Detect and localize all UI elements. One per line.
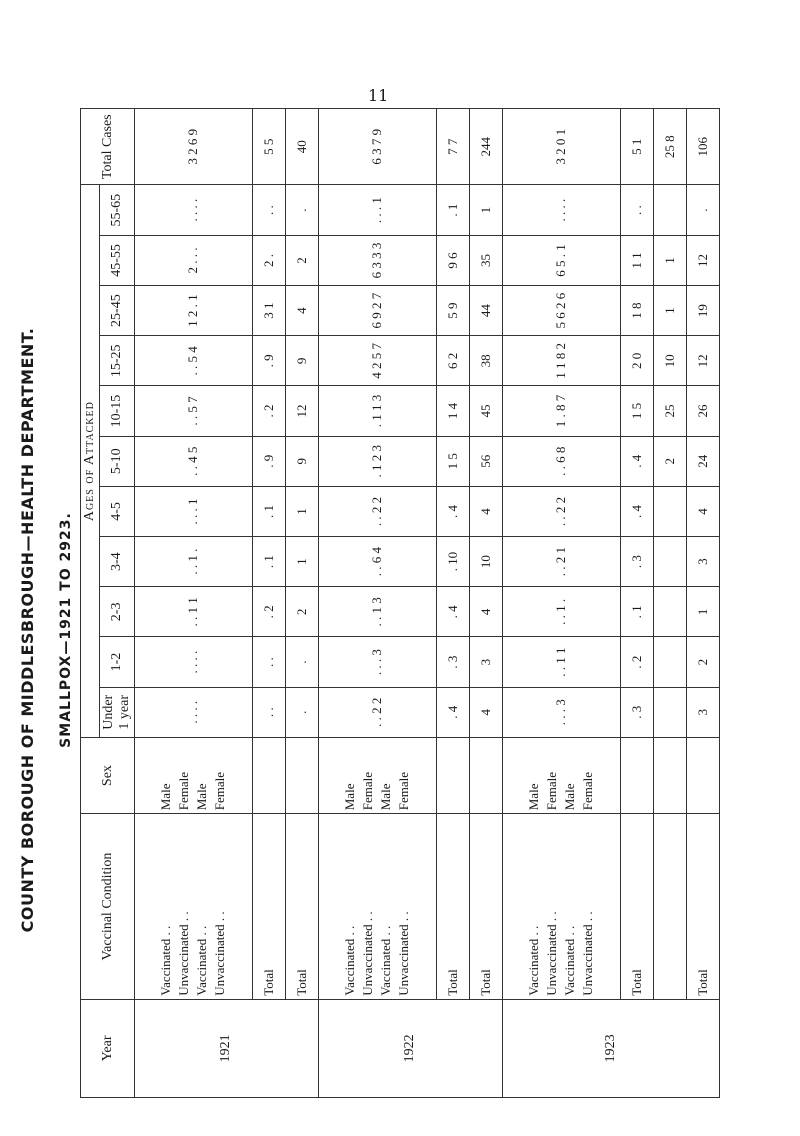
vaccinal-cell: Vaccinated . . Unvaccinated . . Vaccinated . . Unvaccinated . . (502, 814, 620, 1000)
age-cell: . . (252, 185, 285, 235)
age-cell: 44 (469, 286, 502, 336)
age-cell: . 4 (436, 486, 469, 536)
age-cell: . 10 (436, 537, 469, 587)
age-cell: . . 2 2 (318, 486, 436, 536)
age-cell: 9 6 (436, 235, 469, 285)
age-cell: . . 2 2 (318, 687, 436, 737)
age-cell (653, 587, 686, 637)
age-cell: 1 (285, 486, 318, 536)
age-cell: 25 (653, 386, 686, 436)
age-cell: . . 6 4 (318, 537, 436, 587)
table-row (135, 109, 253, 1098)
age-cell: . 2 (620, 637, 653, 687)
header-age-55-65: 55-65 (100, 185, 135, 235)
header-age-3-4: 3-4 (100, 537, 135, 587)
table-header (81, 109, 135, 1098)
age-cell: 56 (469, 436, 502, 486)
age-cell: 2 (285, 235, 318, 285)
header-total-cases: Total Cases (81, 109, 135, 185)
total-cell: 5 5 (252, 109, 285, 185)
header-age-1-2: 1-2 (100, 637, 135, 687)
age-cell: 10 (653, 336, 686, 386)
total-cell: 6 3 7 9 (318, 109, 436, 185)
age-cell: . . . . (135, 185, 253, 235)
total-cell: 106 (686, 109, 719, 185)
rotated-table-wrapper (80, 108, 720, 1098)
age-cell: . 1 (252, 486, 285, 536)
sex-cell (620, 737, 653, 813)
table-row (653, 109, 686, 1098)
age-cell: 6 2 (436, 336, 469, 386)
age-cell: . . 5 4 (135, 336, 253, 386)
age-cell: 12 (686, 235, 719, 285)
age-cell: 45 (469, 386, 502, 436)
age-cell: . . (252, 637, 285, 687)
vaccinal-cell: Total (252, 814, 285, 1000)
age-cell: 10 (469, 537, 502, 587)
sex-cell (469, 737, 502, 813)
age-cell: . 9 (252, 436, 285, 486)
age-cell: 3 (469, 637, 502, 687)
header-age-2-3: 2-3 (100, 587, 135, 637)
age-cell: . (285, 185, 318, 235)
vaccinal-cell: Total (285, 814, 318, 1000)
age-cell: 4 (469, 486, 502, 536)
vaccinal-cell: Vaccinated . . Unvaccinated . . Vaccinated . . Unvaccinated . . (135, 814, 253, 1000)
sex-cell (285, 737, 318, 813)
age-cell: 2 (653, 436, 686, 486)
age-cell: 26 (686, 386, 719, 436)
table-row (252, 109, 285, 1098)
vaccinal-cell: Vaccinated . . Unvaccinated . . Vaccinated . . Unvaccinated . . (318, 814, 436, 1000)
age-cell: . 3 (620, 687, 653, 737)
age-cell: 9 (285, 336, 318, 386)
age-cell: . 3 (620, 537, 653, 587)
age-cell: . . 6 8 (502, 436, 620, 486)
age-cell: 3 (686, 687, 719, 737)
sex-cell (686, 737, 719, 813)
sex-cell (252, 737, 285, 813)
total-cell: 3 2 6 9 (135, 109, 253, 185)
sex-cell: Male Female Male Female (318, 737, 436, 813)
sex-cell (653, 737, 686, 813)
age-cell: . 2 (252, 386, 285, 436)
age-cell: . . 2 1 (502, 537, 620, 587)
vaccinal-cell (653, 814, 686, 1000)
age-cell: 6 5 . 1 (502, 235, 620, 285)
table-row (620, 109, 653, 1098)
age-cell: . (686, 185, 719, 235)
table-row (436, 109, 469, 1098)
smallpox-table (80, 108, 720, 1098)
table-row (686, 109, 719, 1098)
age-cell: 1 1 8 2 (502, 336, 620, 386)
age-cell (653, 637, 686, 687)
age-cell: . 2 (252, 587, 285, 637)
total-cell: 5 1 (620, 109, 653, 185)
age-cell: 38 (469, 336, 502, 386)
header-age-25-45: 25-45 (100, 286, 135, 336)
age-cell: 1 . 8 7 (502, 386, 620, 436)
age-cell: 1 (653, 235, 686, 285)
header-ages-of-attacked: Ages of Attacked (81, 185, 100, 737)
table-row (285, 109, 318, 1098)
document-title: COUNTY BOROUGH OF MIDDLESBROUGH—HEALTH DEPARTMENT. (18, 327, 37, 933)
header-vaccinal-condition: Vaccinal Condition (81, 814, 135, 1000)
age-cell: . . . 1 (318, 185, 436, 235)
age-cell: . . . 3 (318, 637, 436, 687)
age-cell: 5 9 (436, 286, 469, 336)
age-cell: 19 (686, 286, 719, 336)
age-cell: 1 5 (620, 386, 653, 436)
age-cell: . . 5 7 (135, 386, 253, 436)
age-cell: . . . . (502, 185, 620, 235)
vaccinal-cell: Total (436, 814, 469, 1000)
total-cell: 25 8 (653, 109, 686, 185)
age-cell: 2 (686, 637, 719, 687)
age-cell: 1 2 . 1 (135, 286, 253, 336)
age-cell: . (285, 687, 318, 737)
age-cell: 1 5 (436, 436, 469, 486)
age-cell: 12 (285, 386, 318, 436)
age-cell: 1 (686, 587, 719, 637)
age-cell: 3 1 (252, 286, 285, 336)
age-cell: 4 2 5 7 (318, 336, 436, 386)
age-cell: . . 1 . (135, 537, 253, 587)
total-cell: 244 (469, 109, 502, 185)
age-cell: 2 0 (620, 336, 653, 386)
age-cell: 5 6 2 6 (502, 286, 620, 336)
page-number: 11 (368, 86, 389, 105)
header-sex: Sex (81, 737, 135, 813)
age-cell: . . 1 1 (502, 637, 620, 687)
header-year: Year (81, 999, 135, 1097)
age-cell: . 1 2 3 (318, 436, 436, 486)
header-age-5-10: 5-10 (100, 436, 135, 486)
age-cell: . . 1 . (502, 587, 620, 637)
age-cell (653, 687, 686, 737)
age-cell: . 9 (252, 336, 285, 386)
sex-cell: Male Female Male Female (502, 737, 620, 813)
age-cell: . 1 1 3 (318, 386, 436, 436)
age-cell: 4 (469, 587, 502, 637)
age-cell: . . (252, 687, 285, 737)
age-cell: 4 (285, 286, 318, 336)
table-row (502, 109, 620, 1098)
year-cell: 1923 (502, 999, 719, 1097)
age-cell: 24 (686, 436, 719, 486)
age-cell: . . 1 3 (318, 587, 436, 637)
age-cell: . 4 (620, 436, 653, 486)
header-age-under-1: Under 1 year (100, 687, 135, 737)
age-cell: 1 4 (436, 386, 469, 436)
vaccinal-cell: Total (686, 814, 719, 1000)
header-age-10-15: 10-15 (100, 386, 135, 436)
age-cell: 6 9 2 7 (318, 286, 436, 336)
age-cell: 1 1 (620, 235, 653, 285)
sex-cell: Male Female Male Female (135, 737, 253, 813)
age-cell: . 4 (436, 587, 469, 637)
total-cell: 3 2 0 1 (502, 109, 620, 185)
document-subtitle: SMALLPOX—1921 TO 2923. (58, 512, 74, 748)
sex-cell (436, 737, 469, 813)
age-cell: . 4 (620, 486, 653, 536)
age-cell: . . 1 1 (135, 587, 253, 637)
age-cell: 4 (469, 687, 502, 737)
age-cell: . . . . (135, 637, 253, 687)
age-cell: . . 2 2 (502, 486, 620, 536)
age-cell: 2 . (252, 235, 285, 285)
vaccinal-cell: Total (620, 814, 653, 1000)
table-body (135, 109, 720, 1098)
header-age-45-55: 45-55 (100, 235, 135, 285)
header-age-4-5: 4-5 (100, 486, 135, 536)
year-cell: 1921 (135, 999, 319, 1097)
age-cell: . . . . (135, 687, 253, 737)
age-cell: 2 (285, 587, 318, 637)
age-cell: . (285, 637, 318, 687)
age-cell: . 3 (436, 637, 469, 687)
age-cell: 9 (285, 436, 318, 486)
age-cell (653, 537, 686, 587)
table-row (469, 109, 502, 1098)
vaccinal-cell: Total (469, 814, 502, 1000)
age-cell: 6 3 3 3 (318, 235, 436, 285)
age-cell: 1 (469, 185, 502, 235)
age-cell: 1 8 (620, 286, 653, 336)
age-cell: 2 . . . (135, 235, 253, 285)
age-cell: . 1 (436, 185, 469, 235)
age-cell: . . . 3 (502, 687, 620, 737)
age-cell: . 1 (252, 537, 285, 587)
table-row (318, 109, 436, 1098)
age-cell (653, 486, 686, 536)
age-cell: . . 4 5 (135, 436, 253, 486)
age-cell: . 4 (436, 687, 469, 737)
age-cell (653, 185, 686, 235)
age-cell: . . (620, 185, 653, 235)
age-cell: 3 (686, 537, 719, 587)
age-cell: 1 (653, 286, 686, 336)
total-cell: 7 7 (436, 109, 469, 185)
age-cell: . . . 1 (135, 486, 253, 536)
age-cell: 35 (469, 235, 502, 285)
age-cell: 1 (285, 537, 318, 587)
total-cell: 40 (285, 109, 318, 185)
age-cell: . 1 (620, 587, 653, 637)
header-age-15-25: 15-25 (100, 336, 135, 386)
age-cell: 12 (686, 336, 719, 386)
age-cell: 4 (686, 486, 719, 536)
year-cell: 1922 (318, 999, 502, 1097)
